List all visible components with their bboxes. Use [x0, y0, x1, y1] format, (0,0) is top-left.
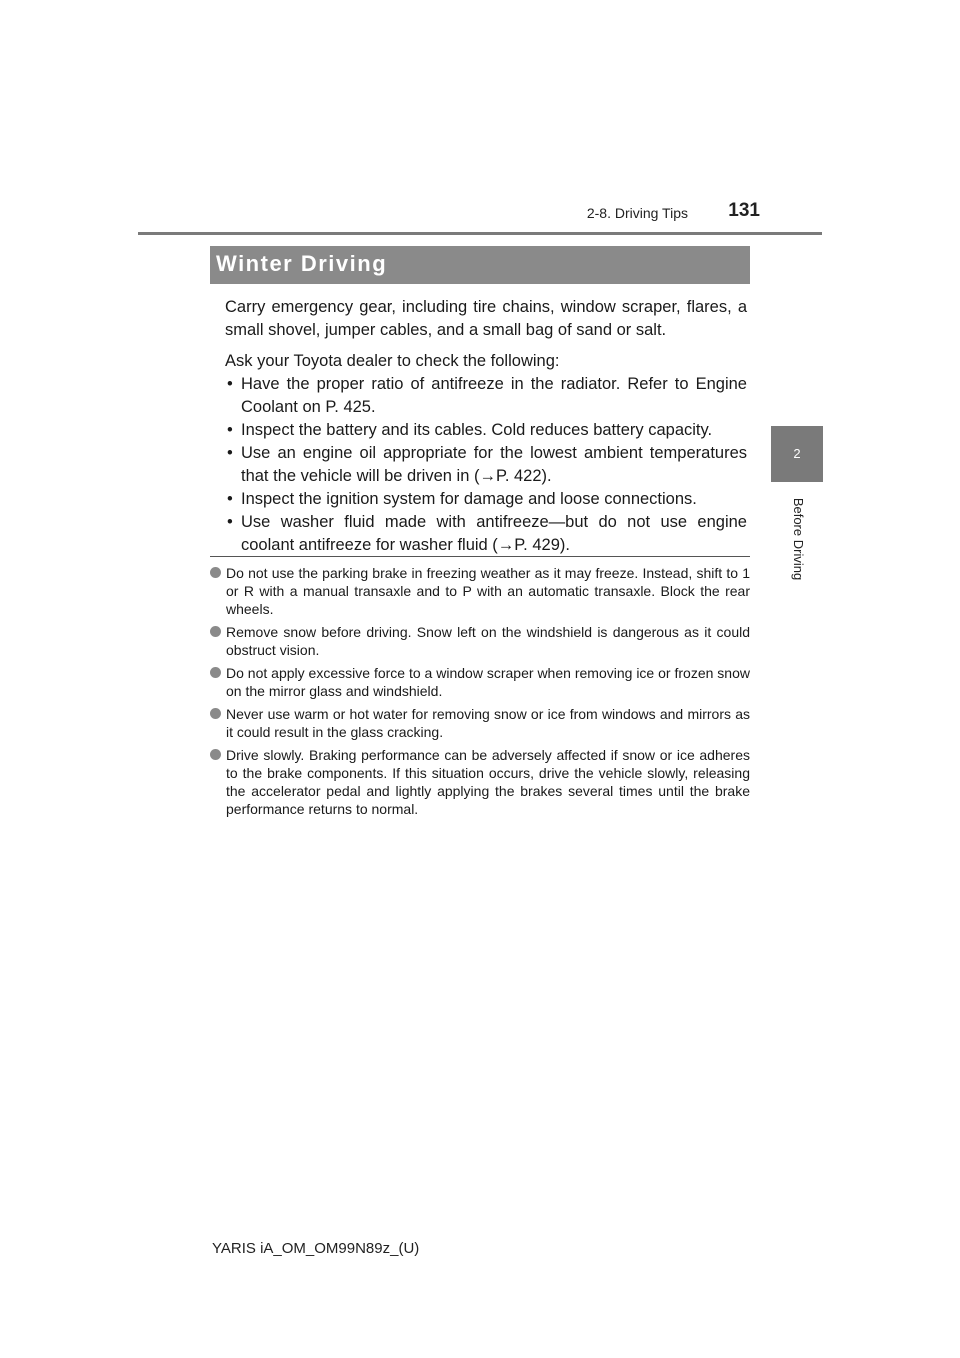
- note-text: Remove snow before driving. Snow left on the windshield is dangerous as it could obstruct vision.: [226, 624, 750, 658]
- checklist-item: • Inspect the battery and its cables. Cold reduces battery capacity.: [225, 419, 747, 442]
- circle-bullet-icon: [210, 667, 221, 678]
- checklist-intro: Ask your Toyota dealer to check the following:: [225, 352, 560, 370]
- page-number: 131: [728, 200, 760, 221]
- circle-bullet-icon: [210, 567, 221, 578]
- checklist: [225, 373, 747, 557]
- note-item: [210, 564, 750, 618]
- notes-list: [210, 564, 750, 823]
- page-title: Winter Driving: [216, 251, 388, 276]
- circle-bullet-icon: [210, 708, 221, 719]
- note-text: Never use warm or hot water for removing snow or ice from windows and mirrors as it could result in the glass cracking.: [226, 706, 750, 740]
- note-item: [210, 746, 750, 818]
- note-text: Do not apply excessive force to a window scraper when removing ice or frozen snow on the mirror glass and windshield.: [226, 665, 750, 699]
- section-heading: 2-8. Driving Tips: [586, 205, 688, 221]
- main-content: [225, 296, 747, 557]
- chapter-label: Before Driving: [791, 497, 806, 581]
- checklist-item: • Use washer fluid made with antifreeze—but do not use engine coolant antifreeze for washer fluid (→P. 429).: [225, 511, 747, 557]
- note-text: Drive slowly. Braking performance can be adversely affected if snow or ice adheres to the brake components. If this situation occurs, drive the vehicle slowly, releasing the accelerator pedal and lightly applying the brakes several times until the brake performance returns to normal.: [226, 747, 750, 817]
- checklist-item: • Inspect the ignition system for damage and loose connections.: [225, 488, 747, 511]
- notes-divider: [210, 556, 750, 557]
- note-item: [210, 623, 750, 659]
- document-code: YARIS iA_OM_OM99N89z_(U): [212, 1240, 420, 1257]
- chapter-number: 2: [793, 446, 801, 461]
- note-item: [210, 664, 750, 700]
- circle-bullet-icon: [210, 626, 221, 637]
- circle-bullet-icon: [210, 749, 221, 760]
- note-item: [210, 705, 750, 741]
- checklist-item: • Use an engine oil appropriate for the lowest ambient temperatures that the vehicle will be driven in (→P. 422).: [225, 442, 747, 488]
- checklist-item: • Have the proper ratio of antifreeze in the radiator. Refer to Engine Coolant on P. 425.: [225, 373, 747, 419]
- header-divider: [138, 232, 822, 235]
- intro-paragraph: Carry emergency gear, including tire chains, window scraper, flares, a small shovel, jumper cables, and a small bag of sand or salt.: [225, 298, 747, 339]
- chapter-tab: [771, 426, 823, 482]
- note-text: Do not use the parking brake in freezing weather as it may freeze. Instead, shift to 1 or R with a manual transaxle and to P with an automatic transaxle. Block the rear wheels.: [226, 565, 750, 617]
- title-banner: [210, 246, 750, 284]
